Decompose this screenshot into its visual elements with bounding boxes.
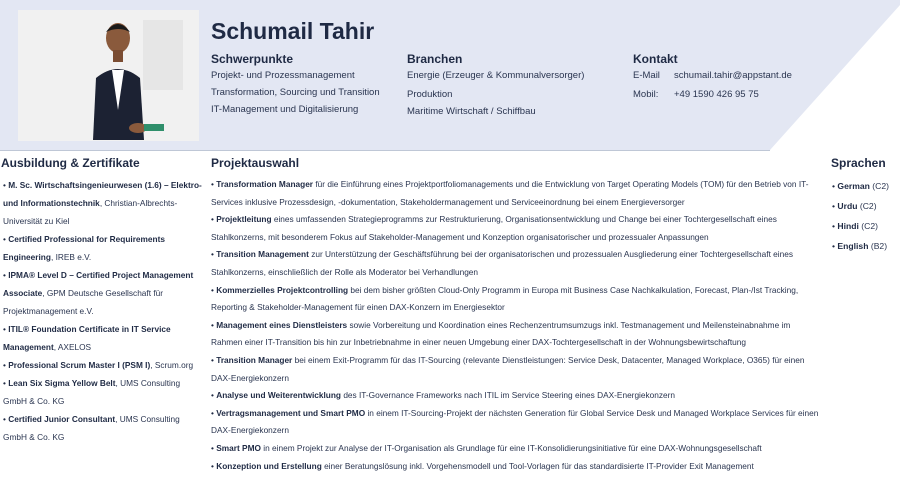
list-item: • Management eines Dienstleisters sowie Vorbereitung und Koordination eines Rechenzentrumsumzugs inkl. Testmanagement und Meilensteinabnahme im Rahmen einer IT-Transition bis hin zur Inbetriebnahme in einer neuen Umgebung einer DAX-Tochtergesellschaft in der Wohnungsbewirtschaftung bbox=[211, 319, 791, 348]
list-item: • Lean Six Sigma Yellow Belt, UMS Consulting GmbH & Co. KG bbox=[3, 378, 181, 406]
schwerpunkte-title: Schwerpunkte bbox=[211, 52, 294, 66]
list-item: • Projektleitung eines umfassenden Strategieprogramms zur Restrukturierung, Organisationsentwicklung und Change bei einer Tochtergesellschaft eines Stahlkonzerns, mit besonderem Fokus auf Stakeholder-Management und Konzeption organisatorischer und prozessualer Anpassungen bbox=[211, 214, 777, 242]
projects-list bbox=[211, 176, 821, 475]
mobil-label: Mobil: bbox=[633, 89, 659, 100]
list-item: • ITIL® Foundation Certificate in IT Service Management, AXELOS bbox=[3, 324, 171, 352]
person-name: Schumail Tahir bbox=[211, 18, 375, 44]
list-item: • Analyse und Weiterentwicklung des IT-Governance Frameworks nach ITIL im Service Steering eines DAX-Energiekonzern bbox=[211, 390, 676, 401]
list-item: • English (B2) bbox=[832, 241, 888, 251]
phone-number[interactable]: +49 1590 426 95 75 bbox=[674, 89, 759, 100]
email-label: E-Mail bbox=[633, 70, 660, 81]
list-item: • Certified Junior Consultant, UMS Consulting GmbH & Co. KG bbox=[3, 414, 180, 442]
list-item: • Certified Professional for Requirements Engineering, IREB e.V. bbox=[3, 234, 165, 262]
branchen-line: Energie (Erzeuger & Kommunalversorger) bbox=[407, 70, 585, 81]
list-item: • Smart PMO in einem Projekt zur Analyse der IT-Organisation als Grundlage für eine IT-Konsolidierungsinitiative für eine DAX-Wohnungsgesellschaft bbox=[211, 442, 762, 453]
branchen-title: Branchen bbox=[407, 52, 463, 66]
list-item: • Vertragsmanagement und Smart PMO in einem IT-Sourcing-Projekt der nächsten Generation für Global Service Desk und Managed Workplace Services für einen DAX-Energiekonzern bbox=[211, 407, 819, 436]
list-item: • IPMA® Level D – Certified Project Management Associate, GPM Deutsche Gesellschaft für Projektmanagement e.V. bbox=[3, 270, 194, 316]
projects-title: Projektauswahl bbox=[211, 156, 300, 170]
list-item: • Professional Scrum Master I (PSM I), Scrum.org bbox=[3, 360, 194, 370]
branchen-line: Maritime Wirtschaft / Schiffbau bbox=[407, 106, 536, 117]
list-item: • Konzeption und Erstellung einer Beratungslösung inkl. Vorgehensmodell und Tool-Vorlagen für das standardisierte IT-Provider Exit Management bbox=[211, 460, 754, 471]
kontakt-title: Kontakt bbox=[633, 52, 678, 66]
list-item: • Transition Management zur Unterstützung der Geschäftsführung bei der organisatorischen und prozessualen Ausgliederung einer Tochtergesellschaft eines Stahlkonzerns, einschließlich der Rolle als Moderator bei Verhandlungen bbox=[211, 249, 794, 277]
branchen-line: Produktion bbox=[407, 89, 453, 100]
list-item: • Kommerzielles Projektcontrolling bei dem bisher größten Cloud-Only Programm in Europa mit Business Case Nachkalkulation, Forecast, Plan-/Ist Tracking, Reporting & Stakeholder-Management für einen DAX-Konzern im Energiesektor bbox=[211, 284, 799, 313]
schwerpunkte-line: Transformation, Sourcing und Transition bbox=[211, 87, 380, 98]
education-title: Ausbildung & Zertifikate bbox=[1, 156, 140, 170]
list-item: • Transformation Manager für die Einführung eines Projektportfoliomanagements und die Entwicklung von Target Operating Models (TOM) für den Betrieb von IT-Services inklusive Prozessdesign, -dokumentation, Stakeholdermanagement und Serviceeinordnung bei einem Energieversorger bbox=[211, 179, 809, 207]
list-item: • Transition Manager bei einem Exit-Programm für das IT-Sourcing (relevante Dienstleistungen: Service Desk, Datacenter, Managed Workplace, O365) für einen DAX-Energiekonzern bbox=[211, 354, 805, 383]
list-item: • M. Sc. Wirtschaftsingenieurwesen (1.6) – Elektro- und Informationstechnik, Christian-Albrechts-Universität zu Kiel bbox=[3, 180, 202, 226]
schwerpunkte-line: Projekt- und Prozessmanagement bbox=[211, 70, 355, 81]
email-link[interactable]: schumail.tahir@appstant.de bbox=[674, 70, 792, 81]
list-item: • German (C2) bbox=[832, 181, 889, 191]
languages-list bbox=[832, 176, 900, 256]
profile-photo bbox=[18, 10, 199, 141]
schwerpunkte-line: IT-Management und Digitalisierung bbox=[211, 104, 359, 115]
header-divider bbox=[0, 150, 770, 151]
education-list bbox=[3, 176, 203, 446]
list-item: • Urdu (C2) bbox=[832, 201, 877, 211]
languages-title: Sprachen bbox=[831, 156, 886, 170]
list-item: • Hindi (C2) bbox=[832, 221, 878, 231]
